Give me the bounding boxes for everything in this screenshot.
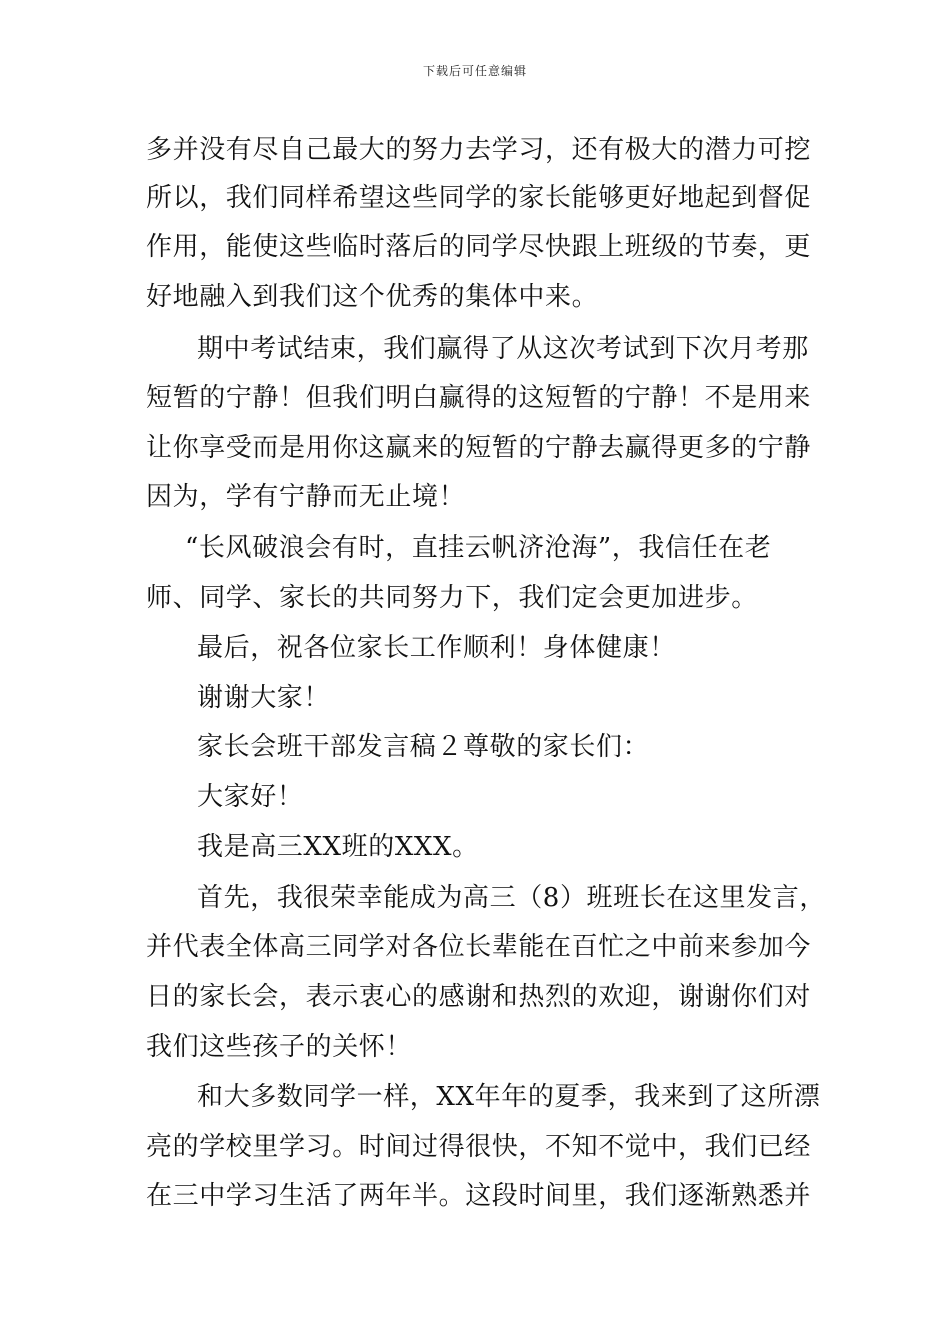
text-line: 作用，能使这些临时落后的同学尽快跟上班级的节奏，更: [146, 232, 812, 262]
text-line: 和大多数同学一样，XX年年的夏季，我来到了这所漂: [197, 1082, 821, 1112]
text-line: 我们这些孩子的关怀！: [146, 1032, 413, 1062]
text-line: 多并没有尽自己最大的努力去学习，还有极大的潜力可挖: [146, 135, 812, 165]
text-line: 所以，我们同样希望这些同学的家长能够更好地起到督促: [146, 183, 812, 213]
text-line: 亮的学校里学习。时间过得很快，不知不觉中，我们已经: [146, 1132, 812, 1162]
text-line: 大家好！: [197, 782, 304, 812]
text-line: 因为，学有宁静而无止境！: [146, 482, 466, 512]
text-line: 家长会班干部发言稿２尊敬的家长们：: [197, 732, 650, 762]
text-line: 首先，我很荣幸能成为高三（8）班班长在这里发言，: [197, 883, 826, 913]
text-line: 日的家长会，表示衷心的感谢和热烈的欢迎，谢谢你们对: [146, 982, 812, 1012]
text-line: 好地融入到我们这个优秀的集体中来。: [146, 282, 599, 312]
text-line: 在三中学习生活了两年半。这段时间里，我们逐渐熟悉并: [146, 1181, 812, 1211]
text-line: 期中考试结束，我们赢得了从这次考试到下次月考那: [197, 334, 809, 364]
text-line: 最后，祝各位家长工作顺利！身体健康！: [197, 633, 676, 663]
text-line: 师、同学、家长的共同努力下，我们定会更加进步。: [146, 583, 758, 613]
text-line: “长风破浪会有时，直挂云帆济沧海”，我信任在老: [185, 533, 772, 563]
page-header: 下载后可任意编辑: [422, 64, 527, 78]
text-line: 短暂的宁静！但我们明白赢得的这短暂的宁静！不是用来: [146, 383, 812, 413]
text-line: 并代表全体高三同学对各位长辈能在百忙之中前来参加今: [146, 932, 812, 962]
text-line: 让你享受而是用你这赢来的短暂的宁静去赢得更多的宁静: [146, 433, 812, 463]
text-line: 我是高三XX班的XXX。: [197, 832, 479, 862]
text-line: 谢谢大家！: [197, 683, 331, 713]
